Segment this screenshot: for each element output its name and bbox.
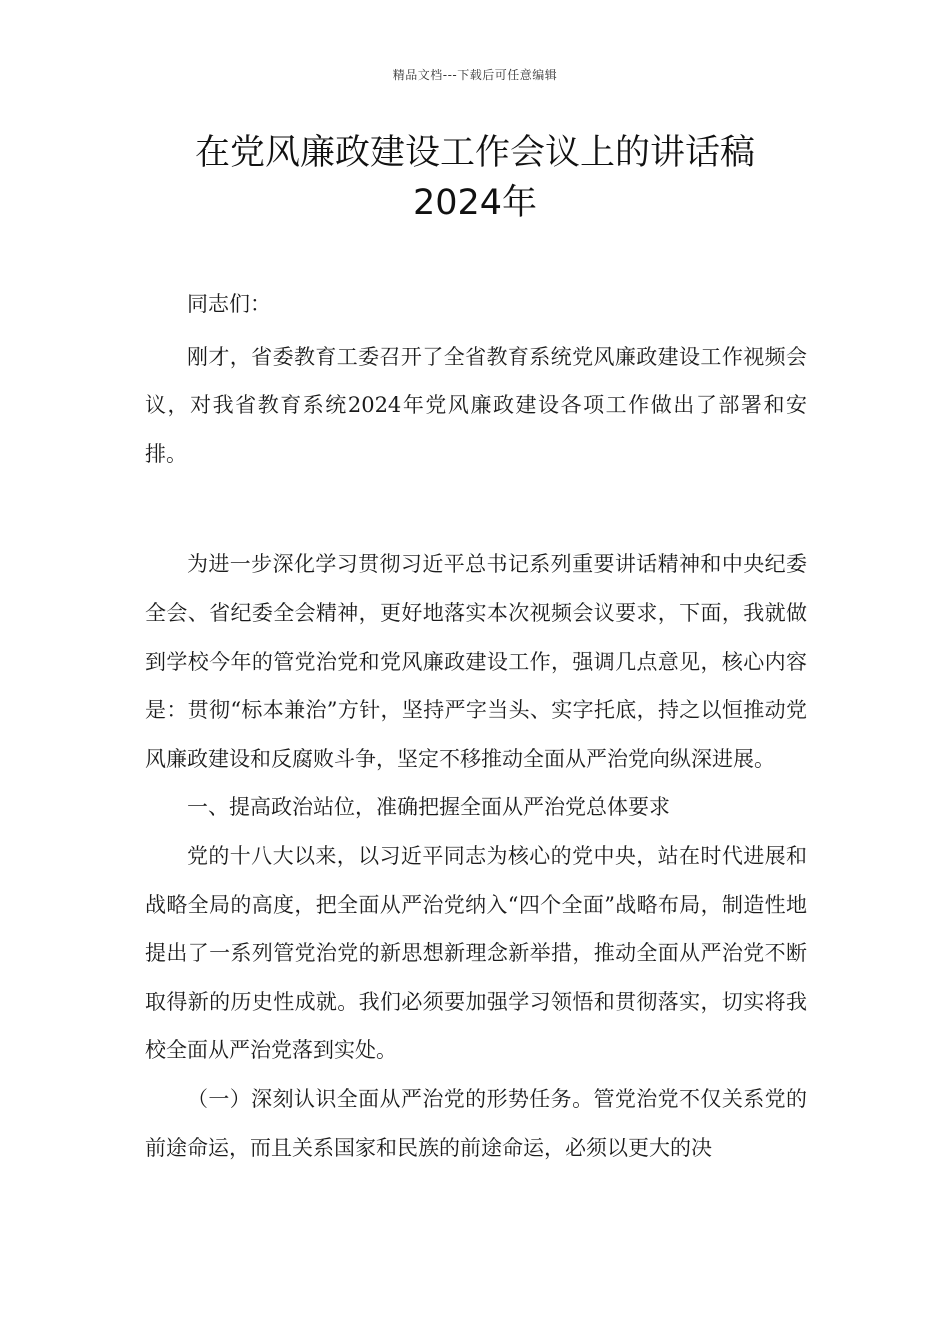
document-title bbox=[100, 128, 850, 228]
header-note: 精品文档---下载后可任意编辑 bbox=[392, 68, 558, 82]
paragraph-3: 党的十八大以来，以习近平同志为核心的党中央，站在时代进展和战略全局的高度，把全面从严治党纳入“四个全面”战略布局，制造性地提出了一系列管党治党的新思想新理念新举措，推动全面从严治党不断取得新的历史性成就。我们必须要加强学习领悟和贯彻落实，切实将我校全面从严治党落到实处。 bbox=[145, 843, 807, 1063]
section-heading-1: 一、提高政治站位，准确把握全面从严治党总体要求 bbox=[187, 795, 670, 820]
salutation: 同志们： bbox=[187, 292, 271, 316]
paragraph-4: （一）深刻认识全面从严治党的形势任务。管党治党不仅关系党的前途命运，而且关系国家和民族的前途命运，必须以更大的决 bbox=[145, 1086, 807, 1160]
title-line-1: 在党风廉政建设工作会议上的讲话稿 bbox=[194, 133, 755, 173]
paragraph-1: 刚才，省委教育工委召开了全省教育系统党风廉政建设工作视频会议，对我省教育系统2024年党风廉政建设各项工作做出了部署和安排。 bbox=[145, 344, 807, 466]
document-body bbox=[145, 280, 807, 1172]
title-line-2: 2024年 bbox=[412, 183, 538, 223]
spacer bbox=[145, 478, 807, 540]
paragraph-2: 为进一步深化学习贯彻习近平总书记系列重要讲话精神和中央纪委全会、省纪委全会精神，更好地落实本次视频会议要求，下面，我就做到学校今年的管党治党和党风廉政建设工作，强调几点意见，核心内容是：贯彻“标本兼治”方针，坚持严字当头、实字托底，持之以恒推动党风廉政建设和反腐败斗争，坚定不移推动全面从严治党向纵深进展。 bbox=[145, 552, 807, 771]
